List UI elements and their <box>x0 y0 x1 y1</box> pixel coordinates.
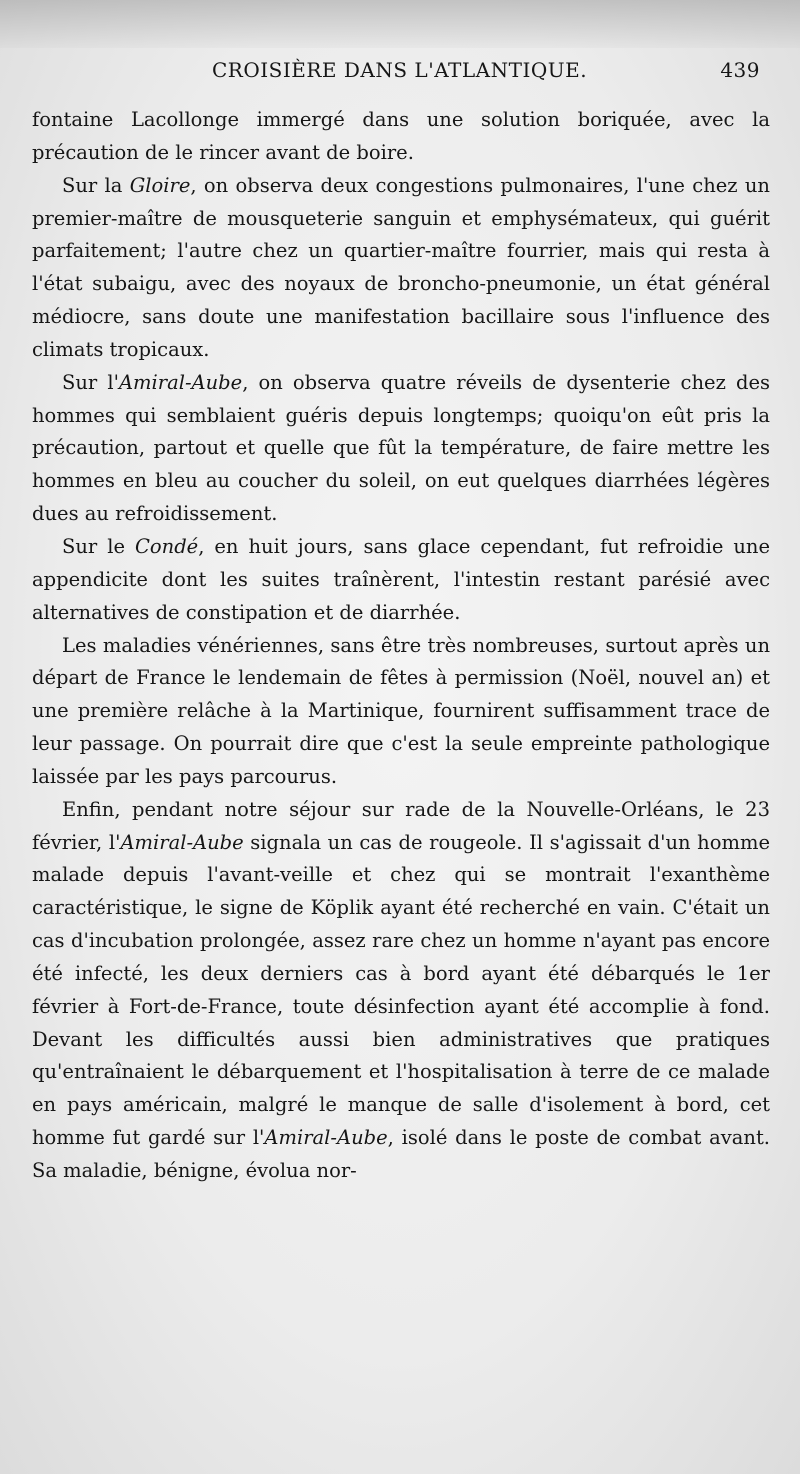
running-title: CROISIÈRE DANS L'ATLANTIQUE. <box>212 58 588 82</box>
body-text <box>32 104 770 1188</box>
ship-name: Amiral-Aube <box>120 830 244 854</box>
text-run: Les maladies vénériennes, sans être très nombreuses, surtout après un départ de France le lendemain de fêtes à permission (Noël, nouvel an) et une première relâche à la Martinique, fournirent suffisamment trace de leur passage. On pourrait dire que c'est la seule empreinte pathologique laissée par les pays parcourus. <box>32 633 770 788</box>
text-run: , on observa quatre réveils de dysenterie chez des hommes qui semblaient guéris depuis longtemps; quoiqu'on eût pris la précaution, partout et quelle que fût la température, de faire mettre les hommes en bleu au coucher du soleil, on eut quelques diarrhées légères dues au refroidissement. <box>32 370 770 526</box>
ship-name: Gloire <box>129 173 191 197</box>
ship-name: Amiral-Aube <box>118 370 243 394</box>
text-run: Sur la <box>62 173 130 197</box>
text-run: , isolé dans le poste de combat avant. Sa maladie, bénigne, évolua nor- <box>32 1126 770 1182</box>
text-run: fontaine Lacollonge immergé dans une solution boriquée, avec la précaution de le rincer avant de boire. <box>32 108 770 164</box>
text-run: signala un cas de rougeole. Il s'agissait d'un homme malade depuis l'avant-veille et chez qui se montrait l'exanthème caractéristique, le signe de Köplik ayant été recherché en vain. C'était un cas d'incubation prolongée, assez rare chez un homme n'ayant pas encore été infecté, les deux derniers cas à bord ayant été débarqués le 1er février à Fort-de-France, toute désinfection ayant été accomplie à fond. Devant les difficultés aussi bien administratives que pratiques qu'entraînaient le débarquement et l'hospitalisation à terre de ce malade en pays américain, malgré le manque de salle d'isolement à bord, cet homme fut gardé sur l' <box>32 830 771 1150</box>
text-run: Sur l' <box>62 370 119 394</box>
paragraph <box>32 531 770 630</box>
paragraph <box>32 630 770 794</box>
text-run: Sur le <box>62 534 135 558</box>
ship-name: Condé <box>134 534 199 558</box>
page-number: 439 <box>720 58 760 82</box>
paragraph <box>32 170 770 367</box>
text-run: , en huit jours, sans glace cependant, fut refroidie une appendicite dont les suites traînèrent, l'intestin restant parésié avec alternatives de constipation et de diarrhée. <box>32 534 770 624</box>
paragraph <box>32 794 770 1188</box>
ship-name: Amiral-Aube <box>264 1126 388 1150</box>
text-run: Enfin, pendant notre séjour sur rade de la Nouvelle-Orléans, le 23 février, l' <box>32 797 770 854</box>
scan-shadow <box>0 0 800 48</box>
running-header <box>32 58 760 88</box>
text-run: , on observa deux congestions pulmonaires, l'une chez un premier-maître de mousqueterie sanguin et emphysémateux, qui guérit parfaitement; l'autre chez un quartier-maître fourrier, mais qui resta à l'état subaigu, avec des noyaux de broncho-pneumonie, un état général médiocre, sans doute une manifestation bacillaire sous l'influence des climats tropicaux. <box>32 173 770 361</box>
paragraph <box>32 367 770 531</box>
paragraph <box>32 104 770 170</box>
